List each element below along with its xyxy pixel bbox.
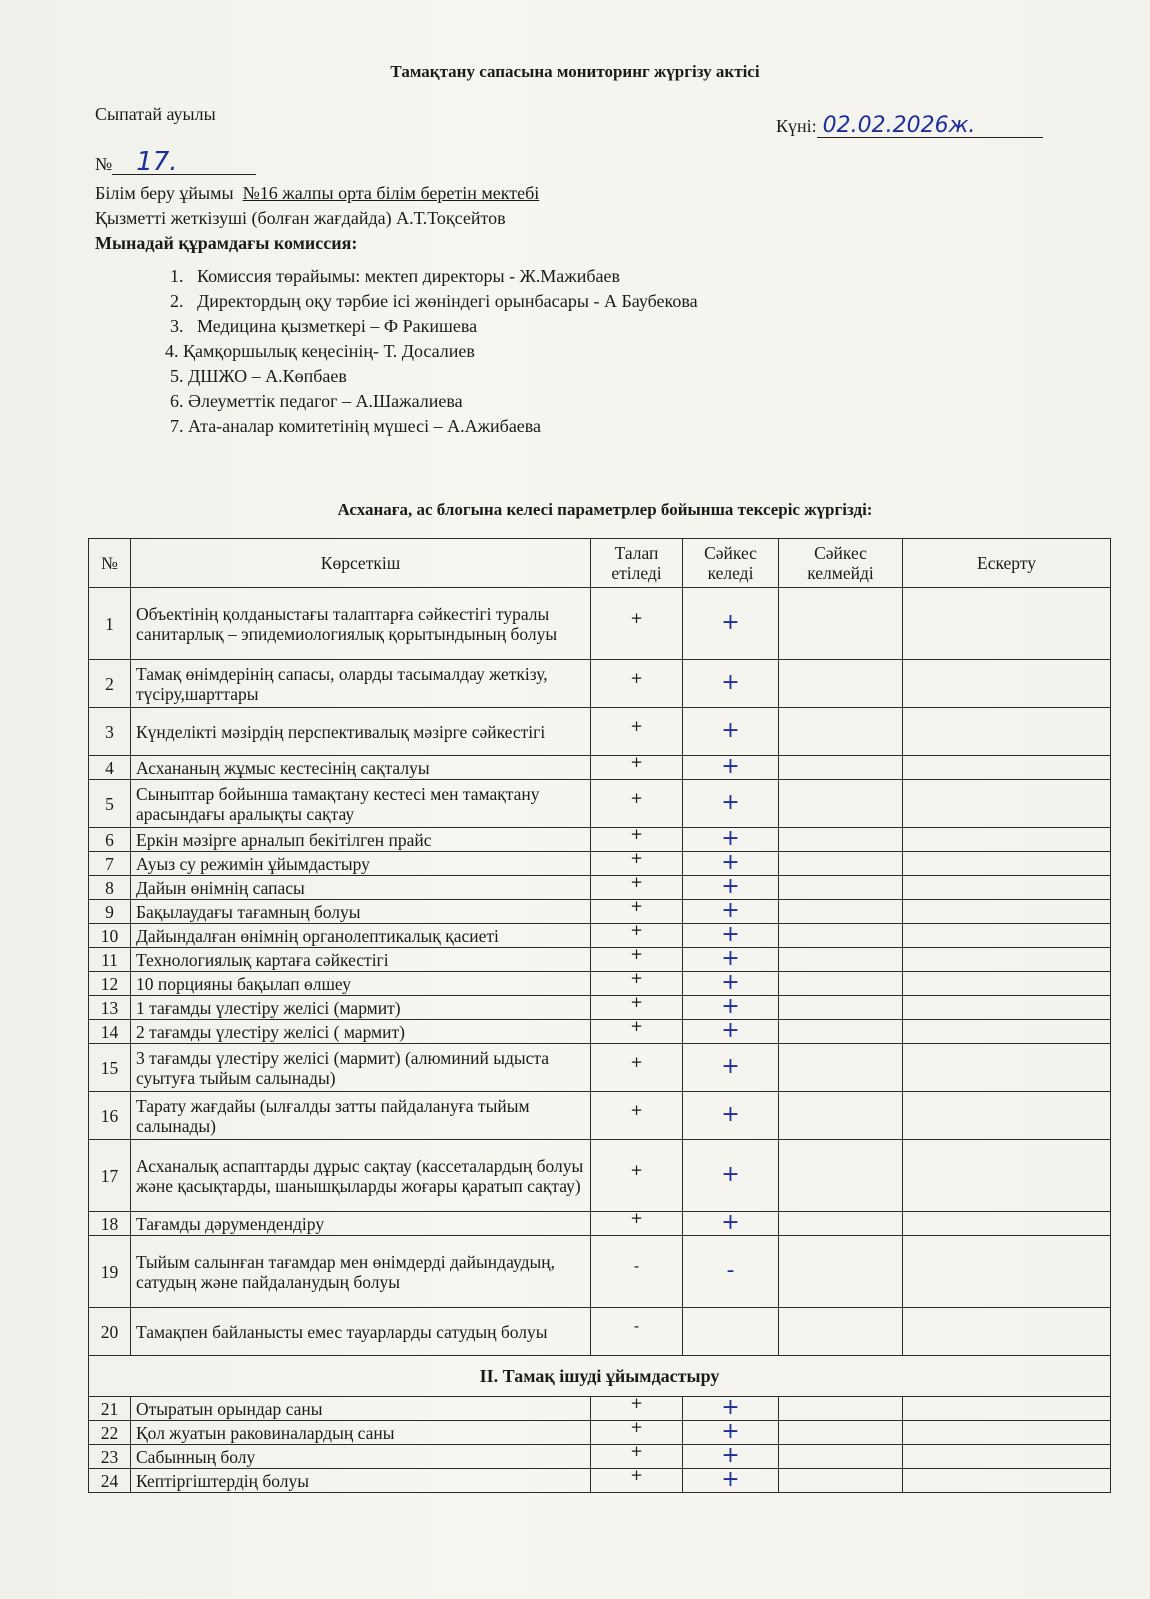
required-sign: + [630,752,643,771]
row-number: 6 [89,828,131,852]
note-cell [903,1212,1111,1236]
col-header-number: № [89,539,131,588]
act-number-field [95,147,256,177]
note-cell [903,1140,1111,1212]
row-number: 3 [89,708,131,756]
compliant-mark [683,588,779,660]
table-subtitle: Асханаға, ас блогына келесі параметрлер бойынша тексеріс жүргізді: [337,500,873,519]
col-header-compliant: Сәйкес келеді [683,539,779,588]
member-item: 7. Ата-аналар комитетінің мүшесі – А.Ажибаева [170,416,542,436]
required-sign: + [630,896,643,915]
noncompliant-mark [779,876,903,900]
row-indicator: Технологиялық картаға сәйкестігі [131,948,591,972]
required-mark [591,1016,683,1044]
col-header-required: Талап етіледі [591,539,683,588]
row-indicator: Асханалық аспаптарды дұрыс сақтау (кассеталардың болуы және қасықтарды, шанышқыларды жоғары қаратып сақтау) [131,1140,591,1212]
row-indicator: Сабынның болу [131,1445,591,1469]
commission-heading: Мынадай құрамдағы комиссия: [95,233,358,253]
compliant-mark [683,1020,779,1044]
member-item: 4. Қамқоршылық кеңесінің- Т. Досалиев [165,341,475,361]
noncompliant-mark [779,828,903,852]
required-sign: + [630,872,643,891]
noncompliant-mark [779,1212,903,1236]
row-indicator: Отыратын орындар саны [131,1397,591,1421]
note-cell [903,756,1111,780]
handwritten-check: + [721,790,740,815]
required-sign: + [630,1208,643,1227]
row-indicator: Дайын өнімнің сапасы [131,876,591,900]
required-sign: + [630,968,643,987]
inspection-table [88,538,1111,1493]
note-cell [903,876,1111,900]
row-indicator: Тарату жағдайы (ылғалды затты пайдалануға тыйым салынады) [131,1092,591,1140]
member-item: 3. Медицина қызметкері – Ф Ракишева [170,316,478,336]
required-sign: + [630,1016,643,1035]
note-cell [903,1469,1111,1493]
row-number: 8 [89,876,131,900]
compliant-mark [683,996,779,1020]
row-indicator: 2 тағамды үлестіру желісі ( мармит) [131,1020,591,1044]
row-indicator: 3 тағамды үлестіру желісі (мармит) (алюминий ыдыста суытуға тыйым салынады) [131,1044,591,1092]
table-row [89,1140,1111,1212]
required-mark [591,1208,683,1236]
noncompliant-mark [779,972,903,996]
member-item: 5. ДШЖО – А.Көпбаев [170,366,347,386]
required-sign: + [630,668,643,687]
handwritten-check: + [721,1210,740,1235]
section-title: II. Тамақ ішуді ұйымдастыру [89,1356,1111,1397]
note-cell [903,1236,1111,1308]
note-cell [903,780,1111,828]
row-number: 18 [89,1212,131,1236]
noncompliant-mark [779,780,903,828]
noncompliant-mark [779,1236,903,1308]
row-number: 14 [89,1020,131,1044]
noncompliant-mark [779,756,903,780]
number-label: № [95,154,113,174]
required-mark [591,1236,683,1308]
compliant-mark [683,1421,779,1445]
required-sign: + [630,1100,643,1119]
org-value: №16 жалпы орта білім беретін мектебі [242,183,540,203]
note-cell [903,1092,1111,1140]
noncompliant-mark [779,1308,903,1356]
note-cell [903,996,1111,1020]
required-sign: + [630,920,643,939]
table-row [89,1308,1111,1356]
section-row [89,1356,1111,1397]
compliant-mark [683,756,779,780]
required-mark [591,708,683,756]
row-number: 19 [89,1236,131,1308]
required-sign: + [630,1160,643,1179]
handwritten-check: + [721,1443,740,1468]
compliant-mark [683,780,779,828]
required-mark [591,1044,683,1092]
noncompliant-mark [779,1397,903,1421]
noncompliant-mark [779,708,903,756]
required-mark [591,1140,683,1212]
handwritten-check: + [721,718,740,743]
required-mark [591,588,683,660]
row-indicator: Еркін мәзірге арналып бекітілген прайс [131,828,591,852]
handwritten-check: - [726,1258,735,1283]
required-sign: + [630,944,643,963]
table-row [89,1020,1111,1044]
row-number: 15 [89,1044,131,1092]
noncompliant-mark [779,1020,903,1044]
row-indicator: Ауыз су режимін ұйымдастыру [131,852,591,876]
col-header-indicator: Көрсеткіш [131,539,591,588]
row-indicator: Тамақ өнімдерінің сапасы, оларды тасымалдау жеткізу, түсіру,шарттары [131,660,591,708]
handwritten-check: + [721,1395,740,1420]
noncompliant-mark [779,996,903,1020]
compliant-mark [683,972,779,996]
compliant-mark [683,1308,779,1356]
row-number: 24 [89,1469,131,1493]
table-row [89,1212,1111,1236]
compliant-mark [683,900,779,924]
row-number: 10 [89,924,131,948]
noncompliant-mark [779,1092,903,1140]
row-number: 20 [89,1308,131,1356]
noncompliant-mark [779,852,903,876]
note-cell [903,852,1111,876]
note-cell [903,948,1111,972]
required-mark [591,1465,683,1493]
member-item: 1. Комиссия төрайымы: мектеп директоры - Ж.Мажибаев [170,266,620,286]
table-row [89,1236,1111,1308]
compliant-mark [683,708,779,756]
row-number: 1 [89,588,131,660]
compliant-mark [683,1236,779,1308]
noncompliant-mark [779,1445,903,1469]
table-row [89,1092,1111,1140]
handwritten-check: + [721,1162,740,1187]
note-cell [903,972,1111,996]
row-number: 11 [89,948,131,972]
handwritten-check: + [721,1054,740,1079]
compliant-mark [683,828,779,852]
date-value: 02.02.2026ж. [817,115,1043,138]
row-number: 22 [89,1421,131,1445]
compliant-mark [683,948,779,972]
row-indicator: 1 тағамды үлестіру желісі (мармит) [131,996,591,1020]
compliant-mark [683,1445,779,1469]
row-number: 7 [89,852,131,876]
organization-line [95,183,539,204]
row-indicator: Күнделікті мәзірдің перспективалық мәзірге сәйкестігі [131,708,591,756]
org-label: Білім беру ұйымы [95,183,234,203]
handwritten-check: + [721,1018,740,1043]
compliant-mark [683,924,779,948]
row-number: 12 [89,972,131,996]
table-header-row [89,539,1111,588]
noncompliant-mark [779,900,903,924]
note-cell [903,1397,1111,1421]
note-cell [903,1044,1111,1092]
row-indicator: Қол жуатын раковиналардың саны [131,1421,591,1445]
document-title: Тамақтану сапасына мониторинг жүргізу актісі [390,62,760,81]
row-indicator: Бақылаудағы тағамның болуы [131,900,591,924]
row-number: 23 [89,1445,131,1469]
compliant-mark [683,1397,779,1421]
compliant-mark [683,1140,779,1212]
required-mark [591,660,683,708]
note-cell [903,660,1111,708]
note-cell [903,1421,1111,1445]
handwritten-check: + [721,922,740,947]
required-sign: + [630,1417,643,1436]
handwritten-check: + [721,970,740,995]
col-header-note: Ескерту [903,539,1111,588]
village-name: Сыпатай ауылы [95,104,216,124]
compliant-mark [683,876,779,900]
note-cell [903,924,1111,948]
handwritten-check: + [721,826,740,851]
row-indicator: Сыныптар бойынша тамақтану кестесі мен тамақтану арасындағы аралықты сақтау [131,780,591,828]
row-number: 9 [89,900,131,924]
required-sign: + [630,824,643,843]
noncompliant-mark [779,924,903,948]
row-indicator: 10 порцияны бақылап өлшеу [131,972,591,996]
compliant-mark [683,1092,779,1140]
date-field [776,115,1043,138]
row-indicator: Тамақпен байланысты емес тауарларды сатудың болуы [131,1308,591,1356]
noncompliant-mark [779,948,903,972]
table-row [89,756,1111,780]
compliant-mark [683,660,779,708]
row-indicator: Тағамды дәрумендендіру [131,1212,591,1236]
handwritten-check: + [721,1102,740,1127]
note-cell [903,1020,1111,1044]
required-sign: + [630,1393,643,1412]
section-2 [89,1356,1111,1397]
row-number: 21 [89,1397,131,1421]
table-row [89,1469,1111,1493]
table-row [89,660,1111,708]
required-mark [591,752,683,780]
row-number: 4 [89,756,131,780]
member-item: 2. Директордың оқу тәрбие ісі жөніндегі орынбасары - А Баубекова [170,291,698,311]
compliant-mark [683,1469,779,1493]
row-indicator: Кептіргіштердің болуы [131,1469,591,1493]
table-row [89,708,1111,756]
member-item: 6. Әлеуметтік педагог – А.Шажалиева [170,391,463,411]
number-value: 17. [112,150,256,175]
handwritten-check: + [721,946,740,971]
handwritten-check: + [721,994,740,1019]
handwritten-check: + [721,898,740,923]
required-sign: + [630,608,643,627]
noncompliant-mark [779,588,903,660]
note-cell [903,900,1111,924]
table-row [89,588,1111,660]
noncompliant-mark [779,1044,903,1092]
row-indicator: Дайындалған өнімнің органолептикалық қасиеті [131,924,591,948]
noncompliant-mark [779,1140,903,1212]
noncompliant-mark [779,1421,903,1445]
note-cell [903,1445,1111,1469]
compliant-mark [683,1044,779,1092]
handwritten-check: + [721,610,740,635]
row-number: 17 [89,1140,131,1212]
required-sign: + [630,848,643,867]
row-number: 5 [89,780,131,828]
handwritten-check: + [721,1467,740,1492]
handwritten-check: + [721,1419,740,1444]
required-mark [591,1092,683,1140]
required-sign: + [630,716,643,735]
required-sign: + [630,1465,643,1484]
supplier-line: Қызметті жеткізуші (болған жағдайда) А.Т.Тоқсейтов [95,208,506,228]
handwritten-check: + [721,874,740,899]
col-header-noncompliant: Сәйкес келмейді [779,539,903,588]
required-mark [591,1308,683,1356]
handwritten-check: + [721,754,740,779]
compliant-mark [683,852,779,876]
row-number: 2 [89,660,131,708]
table-row [89,1044,1111,1092]
date-label: Күні: [776,116,817,136]
required-sign: - [633,1256,640,1275]
table-row [89,780,1111,828]
table-body-2 [89,1393,1111,1493]
compliant-mark [683,1212,779,1236]
required-sign: + [630,788,643,807]
row-number: 16 [89,1092,131,1140]
note-cell [903,1308,1111,1356]
row-indicator: Асхананың жұмыс кестесінің сақталуы [131,756,591,780]
noncompliant-mark [779,1469,903,1493]
note-cell [903,588,1111,660]
noncompliant-mark [779,660,903,708]
row-indicator: Объектінің қолданыстағы талаптарға сәйкестігі туралы санитарлық – эпидемиологиялық қорытындының болуы [131,588,591,660]
note-cell [903,708,1111,756]
handwritten-check: + [721,670,740,695]
required-sign: + [630,1052,643,1071]
note-cell [903,828,1111,852]
required-sign: + [630,1441,643,1460]
handwritten-check: + [721,850,740,875]
required-sign: + [630,992,643,1011]
row-indicator: Тыйым салынған тағамдар мен өнімдерді дайындаудың, сатудың және пайдаланудың болуы [131,1236,591,1308]
table-body [89,588,1111,1356]
required-sign: - [633,1316,640,1335]
required-mark [591,780,683,828]
row-number: 13 [89,996,131,1020]
